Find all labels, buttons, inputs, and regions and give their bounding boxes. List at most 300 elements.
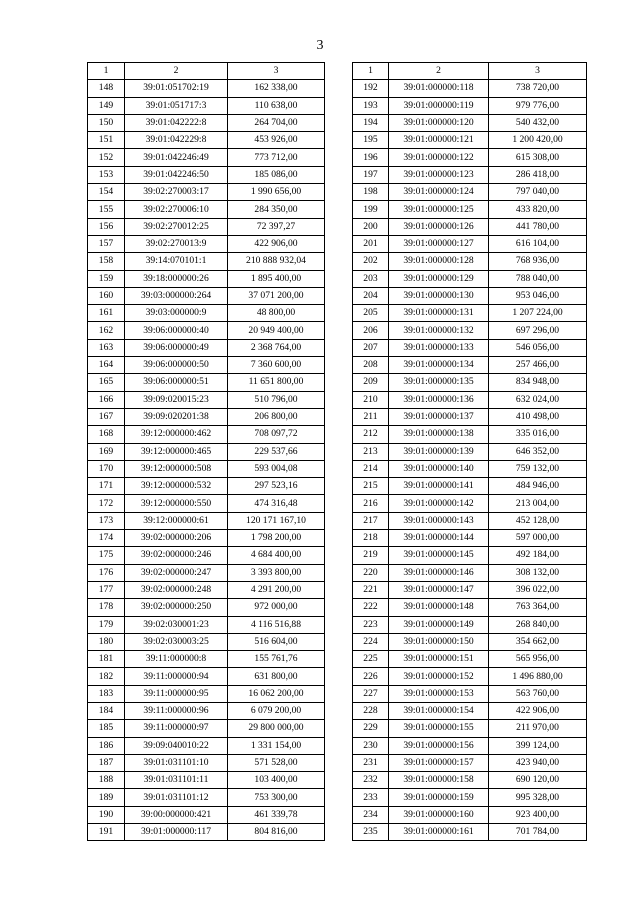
cell-cadastral-number: 39:11:000000:96	[125, 702, 228, 719]
cell-value: 738 720,00	[489, 80, 587, 97]
cell-number: 221	[353, 581, 389, 598]
cell-cadastral-number: 39:01:000000:134	[389, 357, 489, 374]
cell-value: 16 062 200,00	[228, 685, 325, 702]
cell-cadastral-number: 39:01:000000:155	[389, 720, 489, 737]
cell-number: 155	[88, 201, 125, 218]
table-row	[353, 754, 587, 771]
cell-number: 163	[88, 339, 125, 356]
table-row	[88, 97, 325, 114]
cell-number: 225	[353, 651, 389, 668]
table-row	[88, 460, 325, 477]
cell-number: 183	[88, 685, 125, 702]
cell-number: 159	[88, 270, 125, 287]
page-number: 3	[316, 38, 324, 53]
table-row	[88, 599, 325, 616]
table-row	[353, 322, 587, 339]
cell-cadastral-number: 39:01:000000:125	[389, 201, 489, 218]
table-row	[88, 564, 325, 581]
cell-cadastral-number: 39:01:000000:147	[389, 581, 489, 598]
table-row	[353, 564, 587, 581]
cell-cadastral-number: 39:06:000000:49	[125, 339, 228, 356]
table-row	[353, 149, 587, 166]
cell-value: 773 712,00	[228, 149, 325, 166]
cell-number: 158	[88, 253, 125, 270]
table-row	[88, 374, 325, 391]
table-row	[353, 443, 587, 460]
cell-value: 708 097,72	[228, 426, 325, 443]
cell-value: 354 662,00	[489, 633, 587, 650]
cell-cadastral-number: 39:01:000000:135	[389, 374, 489, 391]
cell-value: 3 393 800,00	[228, 564, 325, 581]
table-row	[88, 685, 325, 702]
registry-table-right	[352, 62, 587, 841]
cell-value: 297 523,16	[228, 478, 325, 495]
cell-number: 216	[353, 495, 389, 512]
cell-value: 211 970,00	[489, 720, 587, 737]
table-row	[353, 374, 587, 391]
cell-cadastral-number: 39:02:030003:25	[125, 633, 228, 650]
table-row	[353, 806, 587, 823]
table-row	[353, 235, 587, 252]
cell-value: 510 796,00	[228, 391, 325, 408]
cell-number: 160	[88, 287, 125, 304]
cell-cadastral-number: 39:01:000000:121	[389, 132, 489, 149]
cell-number: 235	[353, 824, 389, 841]
cell-number: 167	[88, 408, 125, 425]
cell-number: 206	[353, 322, 389, 339]
cell-value: 701 784,00	[489, 824, 587, 841]
cell-number: 209	[353, 374, 389, 391]
cell-number: 179	[88, 616, 125, 633]
cell-number: 171	[88, 478, 125, 495]
table-row	[88, 633, 325, 650]
cell-cadastral-number: 39:02:030001:23	[125, 616, 228, 633]
cell-number: 215	[353, 478, 389, 495]
cell-number: 180	[88, 633, 125, 650]
table-row	[353, 599, 587, 616]
cell-number: 203	[353, 270, 389, 287]
cell-number: 162	[88, 322, 125, 339]
cell-value: 923 400,00	[489, 806, 587, 823]
cell-number: 233	[353, 789, 389, 806]
cell-cadastral-number: 39:02:000000:246	[125, 547, 228, 564]
cell-cadastral-number: 39:12:000000:532	[125, 478, 228, 495]
table-row	[88, 668, 325, 685]
cell-cadastral-number: 39:01:000000:161	[389, 824, 489, 841]
cell-value: 213 004,00	[489, 495, 587, 512]
cell-cadastral-number: 39:01:000000:138	[389, 426, 489, 443]
cell-cadastral-number: 39:01:000000:123	[389, 166, 489, 183]
table-row	[353, 685, 587, 702]
cell-value: 565 956,00	[489, 651, 587, 668]
table-row	[88, 201, 325, 218]
table-row	[353, 80, 587, 97]
cell-cadastral-number: 39:12:000000:61	[125, 512, 228, 529]
cell-value: 423 940,00	[489, 754, 587, 771]
table-row	[353, 201, 587, 218]
cell-number: 201	[353, 235, 389, 252]
cell-cadastral-number: 39:11:000000:95	[125, 685, 228, 702]
cell-number: 182	[88, 668, 125, 685]
cell-number: 193	[353, 97, 389, 114]
cell-number: 190	[88, 806, 125, 823]
header-row	[88, 63, 325, 80]
table-row	[88, 478, 325, 495]
cell-value: 1 895 400,00	[228, 270, 325, 287]
cell-value: 516 604,00	[228, 633, 325, 650]
cell-number: 164	[88, 357, 125, 374]
cell-cadastral-number: 39:01:000000:137	[389, 408, 489, 425]
table-row	[353, 633, 587, 650]
cell-value: 72 397,27	[228, 218, 325, 235]
cell-value: 257 466,00	[489, 357, 587, 374]
cell-value: 474 316,48	[228, 495, 325, 512]
cell-value: 308 132,00	[489, 564, 587, 581]
table-row	[88, 806, 325, 823]
cell-number: 195	[353, 132, 389, 149]
cell-value: 593 004,08	[228, 460, 325, 477]
cell-value: 953 046,00	[489, 287, 587, 304]
cell-value: 2 368 764,00	[228, 339, 325, 356]
cell-cadastral-number: 39:02:000000:248	[125, 581, 228, 598]
cell-number: 219	[353, 547, 389, 564]
cell-number: 156	[88, 218, 125, 235]
cell-value: 4 291 200,00	[228, 581, 325, 598]
cell-cadastral-number: 39:01:051717:3	[125, 97, 228, 114]
table-row	[88, 253, 325, 270]
cell-number: 211	[353, 408, 389, 425]
cell-number: 202	[353, 253, 389, 270]
cell-value: 571 528,00	[228, 754, 325, 771]
table-row	[353, 357, 587, 374]
cell-cadastral-number: 39:06:000000:51	[125, 374, 228, 391]
cell-cadastral-number: 39:01:000000:127	[389, 235, 489, 252]
table-row	[353, 114, 587, 131]
cell-cadastral-number: 39:01:042246:49	[125, 149, 228, 166]
registry-table-left	[87, 62, 325, 841]
cell-number: 213	[353, 443, 389, 460]
cell-number: 234	[353, 806, 389, 823]
table-row	[88, 287, 325, 304]
table-row	[88, 270, 325, 287]
header-row	[353, 63, 587, 80]
cell-number: 150	[88, 114, 125, 131]
cell-number: 197	[353, 166, 389, 183]
cell-cadastral-number: 39:01:000000:133	[389, 339, 489, 356]
cell-value: 1 496 880,00	[489, 668, 587, 685]
header-col-cadastral: 2	[389, 63, 489, 80]
cell-value: 995 328,00	[489, 789, 587, 806]
table-row	[353, 616, 587, 633]
table-row	[88, 339, 325, 356]
cell-number: 229	[353, 720, 389, 737]
table-row	[88, 824, 325, 841]
cell-value: 484 946,00	[489, 478, 587, 495]
header-col-value: 3	[489, 63, 587, 80]
cell-cadastral-number: 39:01:000000:146	[389, 564, 489, 581]
cell-cadastral-number: 39:01:000000:131	[389, 305, 489, 322]
table-row	[88, 512, 325, 529]
table-row	[88, 426, 325, 443]
cell-cadastral-number: 39:01:000000:152	[389, 668, 489, 685]
cell-cadastral-number: 39:01:031101:12	[125, 789, 228, 806]
cell-number: 200	[353, 218, 389, 235]
cell-value: 461 339,78	[228, 806, 325, 823]
cell-value: 697 296,00	[489, 322, 587, 339]
cell-number: 154	[88, 184, 125, 201]
cell-cadastral-number: 39:01:000000:117	[125, 824, 228, 841]
table-row	[88, 530, 325, 547]
cell-value: 759 132,00	[489, 460, 587, 477]
table-row	[88, 80, 325, 97]
table-row	[353, 547, 587, 564]
cell-cadastral-number: 39:01:000000:139	[389, 443, 489, 460]
cell-value: 422 906,00	[228, 235, 325, 252]
table-row	[353, 581, 587, 598]
cell-cadastral-number: 39:01:000000:130	[389, 287, 489, 304]
table-row	[88, 495, 325, 512]
cell-number: 186	[88, 737, 125, 754]
cell-cadastral-number: 39:11:000000:94	[125, 668, 228, 685]
table-row	[353, 702, 587, 719]
table-row	[88, 651, 325, 668]
cell-value: 20 949 400,00	[228, 322, 325, 339]
cell-cadastral-number: 39:01:000000:142	[389, 495, 489, 512]
cell-cadastral-number: 39:02:270003:17	[125, 184, 228, 201]
cell-number: 151	[88, 132, 125, 149]
table-row	[353, 218, 587, 235]
cell-number: 210	[353, 391, 389, 408]
cell-value: 690 120,00	[489, 772, 587, 789]
cell-value: 162 338,00	[228, 80, 325, 97]
table-row	[88, 357, 325, 374]
cell-value: 441 780,00	[489, 218, 587, 235]
cell-value: 597 000,00	[489, 530, 587, 547]
cell-cadastral-number: 39:12:000000:508	[125, 460, 228, 477]
cell-number: 172	[88, 495, 125, 512]
cell-value: 788 040,00	[489, 270, 587, 287]
cell-value: 616 104,00	[489, 235, 587, 252]
cell-number: 207	[353, 339, 389, 356]
cell-cadastral-number: 39:02:000000:206	[125, 530, 228, 547]
cell-value: 396 022,00	[489, 581, 587, 598]
cell-value: 268 840,00	[489, 616, 587, 633]
cell-value: 284 350,00	[228, 201, 325, 218]
cell-number: 168	[88, 426, 125, 443]
cell-number: 166	[88, 391, 125, 408]
cell-number: 232	[353, 772, 389, 789]
table-row	[88, 114, 325, 131]
cell-number: 161	[88, 305, 125, 322]
cell-value: 540 432,00	[489, 114, 587, 131]
table-row	[353, 408, 587, 425]
table-row	[353, 166, 587, 183]
table-row	[353, 184, 587, 201]
cell-cadastral-number: 39:12:000000:550	[125, 495, 228, 512]
cell-cadastral-number: 39:01:042246:50	[125, 166, 228, 183]
cell-cadastral-number: 39:01:000000:144	[389, 530, 489, 547]
table-row	[353, 132, 587, 149]
cell-cadastral-number: 39:01:000000:136	[389, 391, 489, 408]
cell-number: 231	[353, 754, 389, 771]
cell-cadastral-number: 39:11:000000:8	[125, 651, 228, 668]
cell-cadastral-number: 39:01:000000:122	[389, 149, 489, 166]
cell-number: 192	[353, 80, 389, 97]
cell-cadastral-number: 39:01:031101:11	[125, 772, 228, 789]
cell-value: 1 798 200,00	[228, 530, 325, 547]
cell-value: 103 400,00	[228, 772, 325, 789]
cell-value: 1 200 420,00	[489, 132, 587, 149]
cell-number: 169	[88, 443, 125, 460]
cell-value: 11 651 800,00	[228, 374, 325, 391]
table-row	[353, 426, 587, 443]
cell-cadastral-number: 39:09:020201:38	[125, 408, 228, 425]
cell-value: 1 207 224,00	[489, 305, 587, 322]
cell-number: 217	[353, 512, 389, 529]
cell-number: 205	[353, 305, 389, 322]
cell-cadastral-number: 39:09:040010:22	[125, 737, 228, 754]
cell-cadastral-number: 39:06:000000:40	[125, 322, 228, 339]
cell-cadastral-number: 39:01:000000:119	[389, 97, 489, 114]
cell-value: 452 128,00	[489, 512, 587, 529]
table-row	[353, 495, 587, 512]
cell-cadastral-number: 39:01:000000:154	[389, 702, 489, 719]
cell-value: 4 684 400,00	[228, 547, 325, 564]
cell-value: 631 800,00	[228, 668, 325, 685]
table-row	[88, 132, 325, 149]
cell-number: 149	[88, 97, 125, 114]
cell-value: 399 124,00	[489, 737, 587, 754]
cell-cadastral-number: 39:09:020015:23	[125, 391, 228, 408]
cell-cadastral-number: 39:01:000000:124	[389, 184, 489, 201]
cell-value: 1 990 656,00	[228, 184, 325, 201]
cell-number: 227	[353, 685, 389, 702]
table-row	[353, 824, 587, 841]
table-row	[88, 391, 325, 408]
cell-value: 286 418,00	[489, 166, 587, 183]
table-row	[353, 287, 587, 304]
cell-cadastral-number: 39:01:000000:143	[389, 512, 489, 529]
cell-number: 173	[88, 512, 125, 529]
table-row	[353, 270, 587, 287]
cell-value: 110 638,00	[228, 97, 325, 114]
header-col-number: 1	[353, 63, 389, 80]
cell-value: 4 116 516,88	[228, 616, 325, 633]
cell-number: 208	[353, 357, 389, 374]
table-row	[88, 408, 325, 425]
cell-cadastral-number: 39:12:000000:465	[125, 443, 228, 460]
cell-cadastral-number: 39:01:000000:153	[389, 685, 489, 702]
cell-value: 410 498,00	[489, 408, 587, 425]
cell-value: 615 308,00	[489, 149, 587, 166]
cell-number: 191	[88, 824, 125, 841]
cell-value: 120 171 167,10	[228, 512, 325, 529]
table-row	[88, 218, 325, 235]
table-row	[353, 720, 587, 737]
cell-number: 181	[88, 651, 125, 668]
table-row	[88, 754, 325, 771]
cell-value: 6 079 200,00	[228, 702, 325, 719]
cell-value: 763 364,00	[489, 599, 587, 616]
cell-value: 1 331 154,00	[228, 737, 325, 754]
cell-cadastral-number: 39:01:000000:148	[389, 599, 489, 616]
table-row	[88, 166, 325, 183]
cell-number: 199	[353, 201, 389, 218]
cell-value: 185 086,00	[228, 166, 325, 183]
cell-value: 210 888 932,04	[228, 253, 325, 270]
cell-value: 804 816,00	[228, 824, 325, 841]
cell-number: 224	[353, 633, 389, 650]
cell-cadastral-number: 39:01:000000:129	[389, 270, 489, 287]
cell-cadastral-number: 39:01:000000:159	[389, 789, 489, 806]
cell-cadastral-number: 39:01:051702:19	[125, 80, 228, 97]
table-row	[353, 789, 587, 806]
cell-cadastral-number: 39:01:000000:118	[389, 80, 489, 97]
table-row	[88, 789, 325, 806]
cell-cadastral-number: 39:01:000000:158	[389, 772, 489, 789]
cell-cadastral-number: 39:12:000000:462	[125, 426, 228, 443]
cell-value: 492 184,00	[489, 547, 587, 564]
cell-number: 178	[88, 599, 125, 616]
cell-cadastral-number: 39:01:031101:10	[125, 754, 228, 771]
cell-number: 165	[88, 374, 125, 391]
cell-number: 228	[353, 702, 389, 719]
table-row	[353, 530, 587, 547]
cell-cadastral-number: 39:00:000000:421	[125, 806, 228, 823]
cell-cadastral-number: 39:01:000000:151	[389, 651, 489, 668]
cell-cadastral-number: 39:01:042222:8	[125, 114, 228, 131]
cell-cadastral-number: 39:02:000000:250	[125, 599, 228, 616]
cell-cadastral-number: 39:01:000000:160	[389, 806, 489, 823]
cell-value: 632 024,00	[489, 391, 587, 408]
cell-number: 176	[88, 564, 125, 581]
cell-value: 37 071 200,00	[228, 287, 325, 304]
table-row	[353, 668, 587, 685]
cell-cadastral-number: 39:01:000000:149	[389, 616, 489, 633]
cell-number: 196	[353, 149, 389, 166]
table-row	[88, 737, 325, 754]
cell-number: 223	[353, 616, 389, 633]
cell-cadastral-number: 39:02:270012:25	[125, 218, 228, 235]
cell-cadastral-number: 39:02:000000:247	[125, 564, 228, 581]
header-col-value: 3	[228, 63, 325, 80]
cell-value: 834 948,00	[489, 374, 587, 391]
header-col-number: 1	[88, 63, 125, 80]
cell-number: 226	[353, 668, 389, 685]
cell-cadastral-number: 39:18:000000:26	[125, 270, 228, 287]
cell-number: 218	[353, 530, 389, 547]
table-row	[353, 737, 587, 754]
cell-cadastral-number: 39:01:000000:120	[389, 114, 489, 131]
table-row	[353, 772, 587, 789]
cell-value: 797 040,00	[489, 184, 587, 201]
cell-number: 189	[88, 789, 125, 806]
cell-value: 29 800 000,00	[228, 720, 325, 737]
cell-value: 433 820,00	[489, 201, 587, 218]
table-row	[353, 97, 587, 114]
cell-number: 230	[353, 737, 389, 754]
cell-cadastral-number: 39:01:000000:141	[389, 478, 489, 495]
cell-number: 153	[88, 166, 125, 183]
cell-number: 194	[353, 114, 389, 131]
table-row	[88, 772, 325, 789]
cell-cadastral-number: 39:11:000000:97	[125, 720, 228, 737]
table-row	[88, 616, 325, 633]
cell-value: 546 056,00	[489, 339, 587, 356]
cell-number: 188	[88, 772, 125, 789]
cell-cadastral-number: 39:01:000000:156	[389, 737, 489, 754]
table-row	[88, 581, 325, 598]
